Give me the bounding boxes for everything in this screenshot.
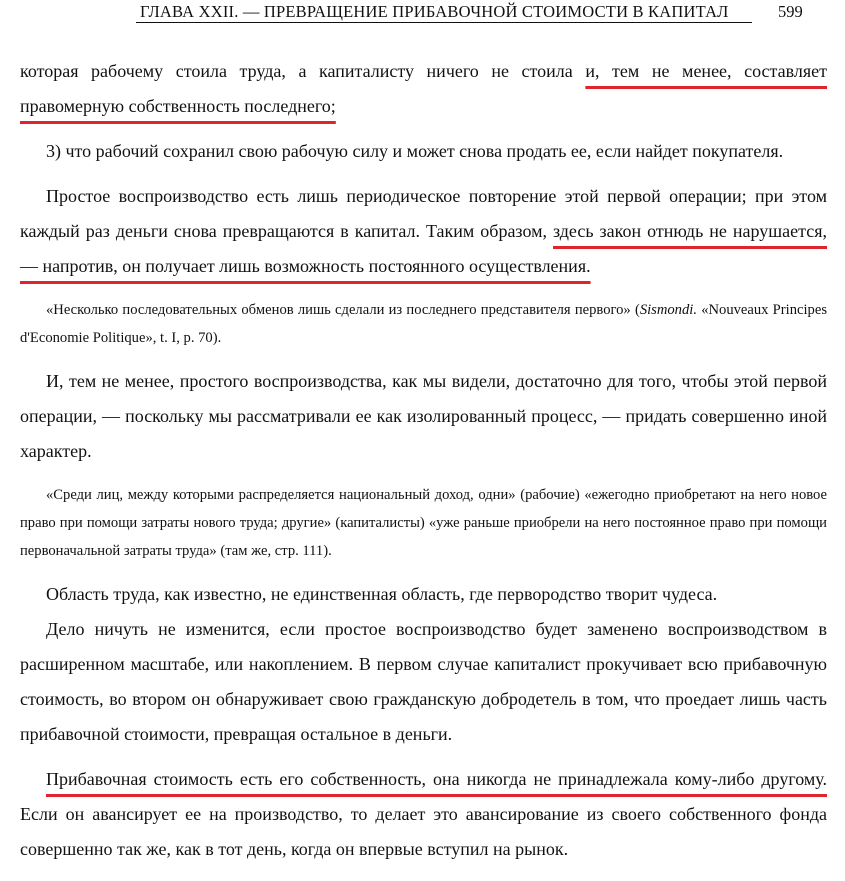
paragraph-1-text: которая рабочему стоила труда, а капиталисту ничего не стоила [20,61,586,81]
paragraph-7 [20,762,827,867]
paragraph-6: Дело ничуть не изменится, если простое воспроизводство будет заменено воспроизводством в расширенном масштабе, или накоплением. В первом случае капиталист прокучивает всю прибавочную стоимость, во втором он обнаруживает свою гражданскую добродетель в том, что проедает лишь часть прибавочной стоимости, превращая остальное в деньги. [20,619,827,744]
quote-2: «Среди лиц, между которыми распределяется национальный доход, одни» (рабочие) «ежегодно приобретают на него новое право при помощи затраты нового труда; другие» (капиталисты) «уже раньше приобрели на него постоянное право при помощи первоначальной затраты труда» (там же, стр. 111). [20,487,827,559]
header-rule [136,22,752,23]
highlight-underline: здесь закон отнюдь не нарушается, — напротив, он получает лишь возможность постоянного осуществления. [20,221,827,276]
paragraph-4: И, тем не менее, простого воспроизводства, как мы видели, достаточно для того, чтобы этой первой операции, — поскольку мы рассматривали ее как изолированный процесс, — придать совершенно иной характер. [20,371,827,461]
paragraph-1 [20,54,827,124]
page-body [20,54,827,867]
chapter-title: ГЛАВА XXII. — ПРЕВРАЩЕНИЕ ПРИБАВОЧНОЙ СТОИМОСТИ В КАПИТАЛ [140,2,729,21]
paragraph-5: Область труда, как известно, не единственная область, где первородство творит чудеса. [46,584,718,604]
quote-1 [20,296,827,352]
quote-1-source: «Nouveaux Principes d'Economie Politique», t. I, p. 70). [20,302,827,346]
paragraph-3 [20,179,827,284]
quote-1-text: «Несколько последовательных обменов лишь сделали из последнего представителя первого» ( [46,302,640,318]
page-number: 599 [778,2,803,21]
paragraph-3-text: Простое воспроизводство есть лишь периодическое повторение этой первой операции; при этом каждый раз деньги снова превращаются в капитал. Таким образом, [20,186,827,241]
highlight-underline: и, тем не менее, составляет правомерную собственность последнего; [20,61,827,116]
paragraph-7-text: Если он авансирует ее на производство, то делает это авансирование из своего собственного фонда совершенно так же, как в тот день, когда он впервые вступил на рынок. [20,804,827,859]
running-header [0,2,845,24]
highlight-underline: Прибавочная стоимость есть его собственность, она никогда не принадлежала кому-либо другому. [46,769,827,789]
paragraph-2: 3) что рабочий сохранил свою рабочую силу и может снова продать ее, если найдет покупателя. [46,141,784,161]
quote-1-author: Sismondi. [639,302,697,318]
